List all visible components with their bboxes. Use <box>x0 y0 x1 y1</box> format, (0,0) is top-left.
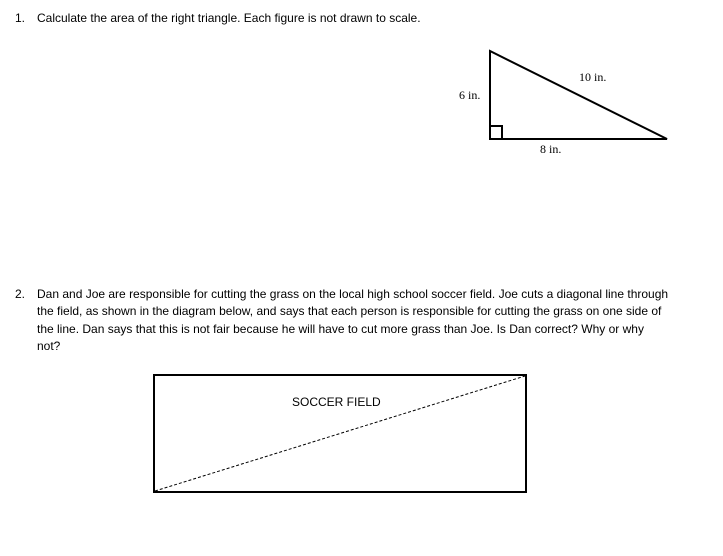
diagonal-cut-line <box>155 376 525 491</box>
question-1-text: Calculate the area of the right triangle. Each figure is not drawn to scale. <box>37 11 421 25</box>
leg-vertical-label: 6 in. <box>459 88 481 102</box>
question-2-number: 2. <box>15 287 26 301</box>
hypotenuse-label: 10 in. <box>579 70 607 84</box>
soccer-field-label: SOCCER FIELD <box>292 395 381 409</box>
leg-horizontal-label: 8 in. <box>540 142 562 156</box>
question-2-text: Dan and Joe are responsible for cutting the grass on the local high school soccer field. Joe cuts a diagonal line through the field, as shown in the diagram below, and says that each person is responsible for cutting the grass on one side of the line. Dan says that this is not fair because he will have to cut more grass than Joe. Is Dan correct? Why or why not? <box>37 287 669 354</box>
question-1-number: 1. <box>15 11 26 25</box>
